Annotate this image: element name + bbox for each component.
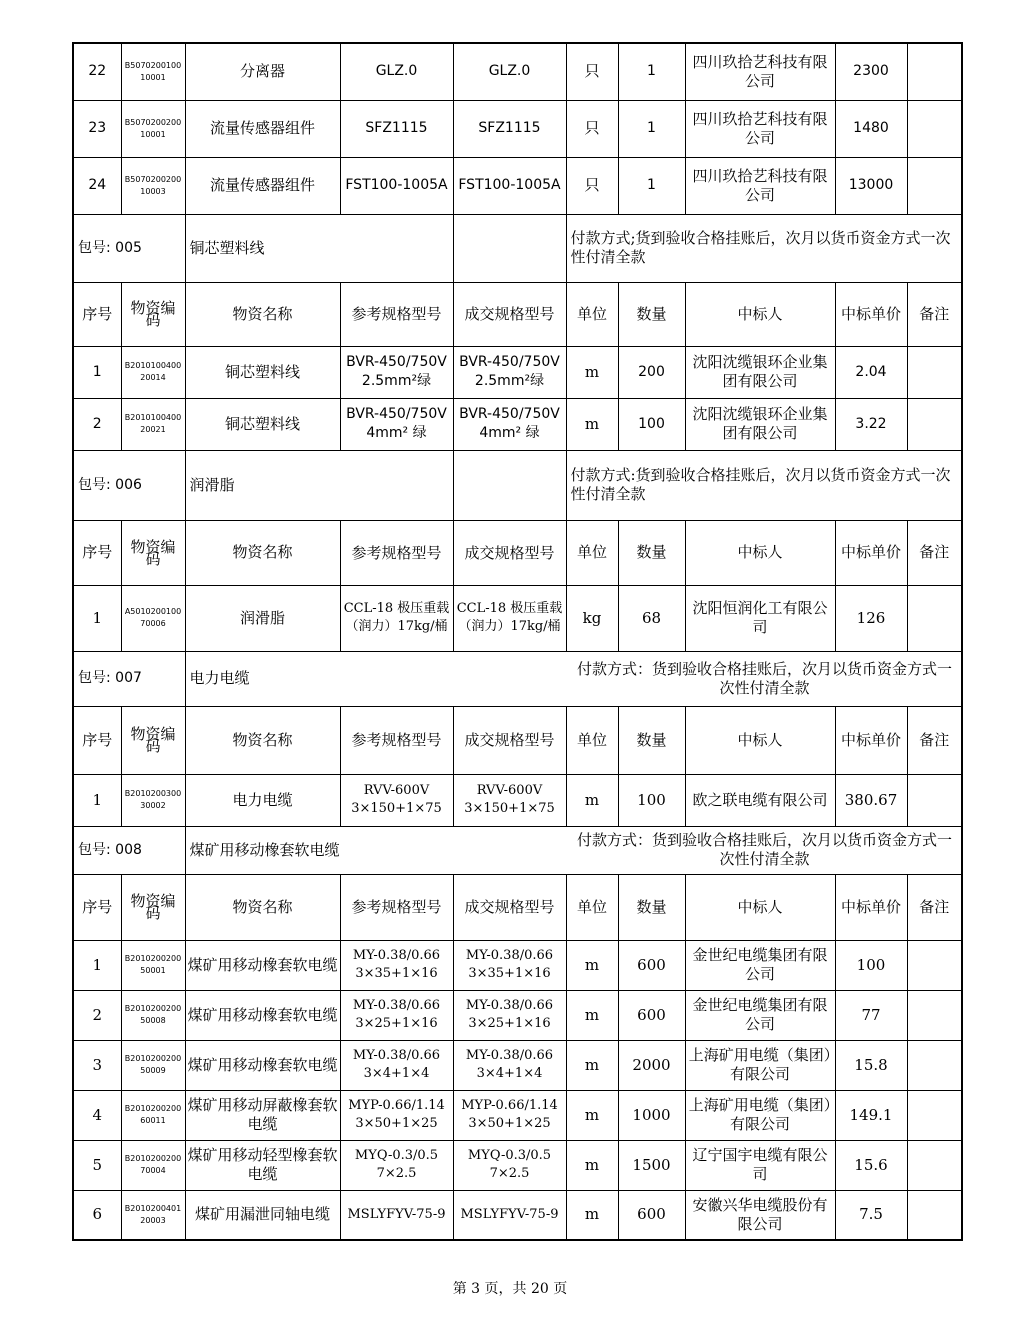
material-name: 煤矿用移动橡套软电缆 <box>185 1040 340 1090</box>
material-code: B201020020050008 <box>121 990 185 1040</box>
column-header-winning-bidder: 中标人 <box>685 706 835 774</box>
package-header-row <box>73 651 962 706</box>
column-header-material-name: 物资名称 <box>185 282 340 346</box>
unit-price: 3.22 <box>835 398 907 450</box>
column-header-quantity: 数量 <box>618 282 685 346</box>
column-header-remark: 备注 <box>907 520 962 585</box>
unit: m <box>566 398 618 450</box>
row-number: 1 <box>73 940 121 990</box>
column-header-winning-bidder: 中标人 <box>685 282 835 346</box>
package-spacer <box>453 651 566 706</box>
quantity: 600 <box>618 1190 685 1240</box>
package-number: 包号: 005 <box>73 214 185 282</box>
payment-terms: 付款方式：货到验收合格挂账后，次月以货币资金方式一次性付清全款 <box>566 826 962 874</box>
deal-spec: MY-0.38/0.66 3×4+1×4 <box>453 1040 566 1090</box>
column-header-deal-spec: 成交规格型号 <box>453 874 566 940</box>
unit-price: 7.5 <box>835 1190 907 1240</box>
procurement-table-sheet <box>72 42 961 1241</box>
quantity: 100 <box>618 774 685 826</box>
remark <box>907 1090 962 1140</box>
material-name: 分离器 <box>185 43 340 100</box>
table-row <box>73 157 962 214</box>
quantity: 600 <box>618 990 685 1040</box>
column-header-material-name: 物资名称 <box>185 520 340 585</box>
column-header-material-name: 物资名称 <box>185 706 340 774</box>
column-header-row <box>73 706 962 774</box>
material-code: B507020010010001 <box>121 43 185 100</box>
material-name: 铜芯塑料线 <box>185 346 340 398</box>
package-name: 铜芯塑料线 <box>185 214 453 282</box>
page-footer: 第 3 页，共 20 页 <box>452 1281 568 1297</box>
deal-spec: MYQ-0.3/0.5 7×2.5 <box>453 1140 566 1190</box>
remark <box>907 43 962 100</box>
reference-spec: BVR-450/750V 2.5mm²绿 <box>340 346 453 398</box>
column-header-row-number: 序号 <box>73 706 121 774</box>
winning-bidder: 金世纪电缆集团有限公司 <box>685 940 835 990</box>
table-row <box>73 1040 962 1090</box>
winning-bidder: 辽宁国宇电缆有限公司 <box>685 1140 835 1190</box>
unit-price: 15.8 <box>835 1040 907 1090</box>
row-number: 1 <box>73 346 121 398</box>
quantity: 1500 <box>618 1140 685 1190</box>
row-number: 6 <box>73 1190 121 1240</box>
row-number: 23 <box>73 100 121 157</box>
winning-bidder: 沈阳沈缆银环企业集团有限公司 <box>685 398 835 450</box>
column-header-unit: 单位 <box>566 282 618 346</box>
column-header-unit: 单位 <box>566 706 618 774</box>
remark <box>907 990 962 1040</box>
column-header-winning-bidder: 中标人 <box>685 874 835 940</box>
material-code: B201020030030002 <box>121 774 185 826</box>
winning-bidder: 四川玖拾艺科技有限公司 <box>685 43 835 100</box>
material-code: B507020020010001 <box>121 100 185 157</box>
remark <box>907 1190 962 1240</box>
material-name: 煤矿用移动轻型橡套软电缆 <box>185 1140 340 1190</box>
deal-spec: FST100-1005A <box>453 157 566 214</box>
reference-spec: MY-0.38/0.66 3×35+1×16 <box>340 940 453 990</box>
column-header-material-code: 物资编码 <box>121 520 185 585</box>
column-header-row-number: 序号 <box>73 282 121 346</box>
material-code: B201020020050001 <box>121 940 185 990</box>
quantity: 68 <box>618 585 685 651</box>
material-code: B507020020010003 <box>121 157 185 214</box>
row-number: 22 <box>73 43 121 100</box>
column-header-reference-spec: 参考规格型号 <box>340 520 453 585</box>
column-header-reference-spec: 参考规格型号 <box>340 706 453 774</box>
remark <box>907 1140 962 1190</box>
payment-terms: 付款方式：货到验收合格挂账后，次月以货币资金方式一次性付清全款 <box>566 651 962 706</box>
unit: m <box>566 1190 618 1240</box>
column-header-remark: 备注 <box>907 282 962 346</box>
row-number: 24 <box>73 157 121 214</box>
quantity: 1000 <box>618 1090 685 1140</box>
material-name: 流量传感器组件 <box>185 100 340 157</box>
reference-spec: RVV-600V 3×150+1×75 <box>340 774 453 826</box>
material-code: B201020020050009 <box>121 1040 185 1090</box>
unit: kg <box>566 585 618 651</box>
reference-spec: BVR-450/750V 4mm² 绿 <box>340 398 453 450</box>
reference-spec: MSLYFYV-75-9 <box>340 1190 453 1240</box>
deal-spec: GLZ.0 <box>453 43 566 100</box>
column-header-unit-price: 中标单价 <box>835 706 907 774</box>
table-row <box>73 100 962 157</box>
package-spacer <box>453 214 566 282</box>
reference-spec: MYP-0.66/1.14 3×50+1×25 <box>340 1090 453 1140</box>
deal-spec: MY-0.38/0.66 3×25+1×16 <box>453 990 566 1040</box>
quantity: 600 <box>618 940 685 990</box>
unit-price: 149.1 <box>835 1090 907 1140</box>
unit: 只 <box>566 157 618 214</box>
material-name: 润滑脂 <box>185 585 340 651</box>
deal-spec: MY-0.38/0.66 3×35+1×16 <box>453 940 566 990</box>
package-number: 包号: 006 <box>73 450 185 520</box>
package-header-row <box>73 826 962 874</box>
reference-spec: MYQ-0.3/0.5 7×2.5 <box>340 1140 453 1190</box>
column-header-unit-price: 中标单价 <box>835 520 907 585</box>
material-code: A501020010070006 <box>121 585 185 651</box>
material-name: 铜芯塑料线 <box>185 398 340 450</box>
package-name: 煤矿用移动橡套软电缆 <box>185 826 453 874</box>
material-code: B201020040120003 <box>121 1190 185 1240</box>
row-number: 1 <box>73 585 121 651</box>
remark <box>907 940 962 990</box>
unit: m <box>566 990 618 1040</box>
unit-price: 2.04 <box>835 346 907 398</box>
deal-spec: CCL-18 极压重载（润力）17kg/桶 <box>453 585 566 651</box>
unit-price: 1480 <box>835 100 907 157</box>
unit-price: 15.6 <box>835 1140 907 1190</box>
remark <box>907 100 962 157</box>
winning-bidder: 沈阳恒润化工有限公司 <box>685 585 835 651</box>
package-spacer <box>453 826 566 874</box>
package-number: 包号: 008 <box>73 826 185 874</box>
deal-spec: MYP-0.66/1.14 3×50+1×25 <box>453 1090 566 1140</box>
reference-spec: FST100-1005A <box>340 157 453 214</box>
deal-spec: BVR-450/750V 2.5mm²绿 <box>453 346 566 398</box>
reference-spec: CCL-18 极压重载（润力）17kg/桶 <box>340 585 453 651</box>
unit-price: 2300 <box>835 43 907 100</box>
unit: 只 <box>566 100 618 157</box>
table-row <box>73 1190 962 1240</box>
material-name: 煤矿用移动橡套软电缆 <box>185 990 340 1040</box>
winning-bidder: 欧之联电缆有限公司 <box>685 774 835 826</box>
column-header-material-code: 物资编码 <box>121 706 185 774</box>
column-header-winning-bidder: 中标人 <box>685 520 835 585</box>
column-header-reference-spec: 参考规格型号 <box>340 282 453 346</box>
column-header-remark: 备注 <box>907 706 962 774</box>
winning-bidder: 安徽兴华电缆股份有限公司 <box>685 1190 835 1240</box>
column-header-material-code: 物资编码 <box>121 282 185 346</box>
table-row <box>73 585 962 651</box>
unit: 只 <box>566 43 618 100</box>
package-spacer <box>453 450 566 520</box>
material-name: 煤矿用移动橡套软电缆 <box>185 940 340 990</box>
winning-bidder: 沈阳沈缆银环企业集团有限公司 <box>685 346 835 398</box>
unit-price: 380.67 <box>835 774 907 826</box>
column-header-row <box>73 874 962 940</box>
quantity: 2000 <box>618 1040 685 1090</box>
winning-bidder: 上海矿用电缆（集团）有限公司 <box>685 1040 835 1090</box>
unit: m <box>566 1090 618 1140</box>
deal-spec: RVV-600V 3×150+1×75 <box>453 774 566 826</box>
package-name: 电力电缆 <box>185 651 453 706</box>
table-row <box>73 990 962 1040</box>
material-name: 煤矿用漏泄同轴电缆 <box>185 1190 340 1240</box>
unit-price: 77 <box>835 990 907 1040</box>
row-number: 2 <box>73 990 121 1040</box>
material-name: 煤矿用移动屏蔽橡套软电缆 <box>185 1090 340 1140</box>
package-number: 包号: 007 <box>73 651 185 706</box>
reference-spec: MY-0.38/0.66 3×25+1×16 <box>340 990 453 1040</box>
column-header-row <box>73 282 962 346</box>
table-row <box>73 398 962 450</box>
row-number: 5 <box>73 1140 121 1190</box>
quantity: 1 <box>618 43 685 100</box>
reference-spec: SFZ1115 <box>340 100 453 157</box>
remark <box>907 346 962 398</box>
reference-spec: GLZ.0 <box>340 43 453 100</box>
column-header-material-name: 物资名称 <box>185 874 340 940</box>
deal-spec: BVR-450/750V 4mm² 绿 <box>453 398 566 450</box>
column-header-unit-price: 中标单价 <box>835 282 907 346</box>
column-header-deal-spec: 成交规格型号 <box>453 282 566 346</box>
quantity: 1 <box>618 157 685 214</box>
material-code: B201020020060011 <box>121 1090 185 1140</box>
column-header-unit: 单位 <box>566 520 618 585</box>
material-code: B201010040020014 <box>121 346 185 398</box>
remark <box>907 1040 962 1090</box>
table-row <box>73 1090 962 1140</box>
column-header-material-code: 物资编码 <box>121 874 185 940</box>
column-header-remark: 备注 <box>907 874 962 940</box>
reference-spec: MY-0.38/0.66 3×4+1×4 <box>340 1040 453 1090</box>
remark <box>907 157 962 214</box>
column-header-row <box>73 520 962 585</box>
unit: m <box>566 1040 618 1090</box>
payment-terms: 付款方式;货到验收合格挂账后，次月以货币资金方式一次性付清全款 <box>566 214 962 282</box>
remark <box>907 774 962 826</box>
unit-price: 100 <box>835 940 907 990</box>
payment-terms: 付款方式:货到验收合格挂账后，次月以货币资金方式一次性付清全款 <box>566 450 962 520</box>
row-number: 1 <box>73 774 121 826</box>
row-number: 2 <box>73 398 121 450</box>
column-header-deal-spec: 成交规格型号 <box>453 520 566 585</box>
column-header-deal-spec: 成交规格型号 <box>453 706 566 774</box>
column-header-row-number: 序号 <box>73 874 121 940</box>
unit: m <box>566 774 618 826</box>
quantity: 200 <box>618 346 685 398</box>
remark <box>907 585 962 651</box>
material-name: 电力电缆 <box>185 774 340 826</box>
column-header-quantity: 数量 <box>618 706 685 774</box>
material-name: 流量传感器组件 <box>185 157 340 214</box>
winning-bidder: 四川玖拾艺科技有限公司 <box>685 100 835 157</box>
package-header-row <box>73 450 962 520</box>
deal-spec: SFZ1115 <box>453 100 566 157</box>
material-code: B201010040020021 <box>121 398 185 450</box>
table-row <box>73 43 962 100</box>
row-number: 4 <box>73 1090 121 1140</box>
winning-bidder: 四川玖拾艺科技有限公司 <box>685 157 835 214</box>
package-name: 润滑脂 <box>185 450 453 520</box>
winning-bidder: 上海矿用电缆（集团）有限公司 <box>685 1090 835 1140</box>
column-header-unit: 单位 <box>566 874 618 940</box>
unit: m <box>566 346 618 398</box>
material-code: B201020020070004 <box>121 1140 185 1190</box>
column-header-reference-spec: 参考规格型号 <box>340 874 453 940</box>
table-row <box>73 1140 962 1190</box>
table-row <box>73 774 962 826</box>
column-header-quantity: 数量 <box>618 520 685 585</box>
quantity: 1 <box>618 100 685 157</box>
row-number: 3 <box>73 1040 121 1090</box>
remark <box>907 398 962 450</box>
column-header-quantity: 数量 <box>618 874 685 940</box>
unit: m <box>566 1140 618 1190</box>
unit: m <box>566 940 618 990</box>
column-header-unit-price: 中标单价 <box>835 874 907 940</box>
winning-bidder: 金世纪电缆集团有限公司 <box>685 990 835 1040</box>
table-row <box>73 346 962 398</box>
column-header-row-number: 序号 <box>73 520 121 585</box>
unit-price: 13000 <box>835 157 907 214</box>
deal-spec: MSLYFYV-75-9 <box>453 1190 566 1240</box>
quantity: 100 <box>618 398 685 450</box>
package-header-row <box>73 214 962 282</box>
award-results-table <box>72 42 963 1241</box>
unit-price: 126 <box>835 585 907 651</box>
table-row <box>73 940 962 990</box>
